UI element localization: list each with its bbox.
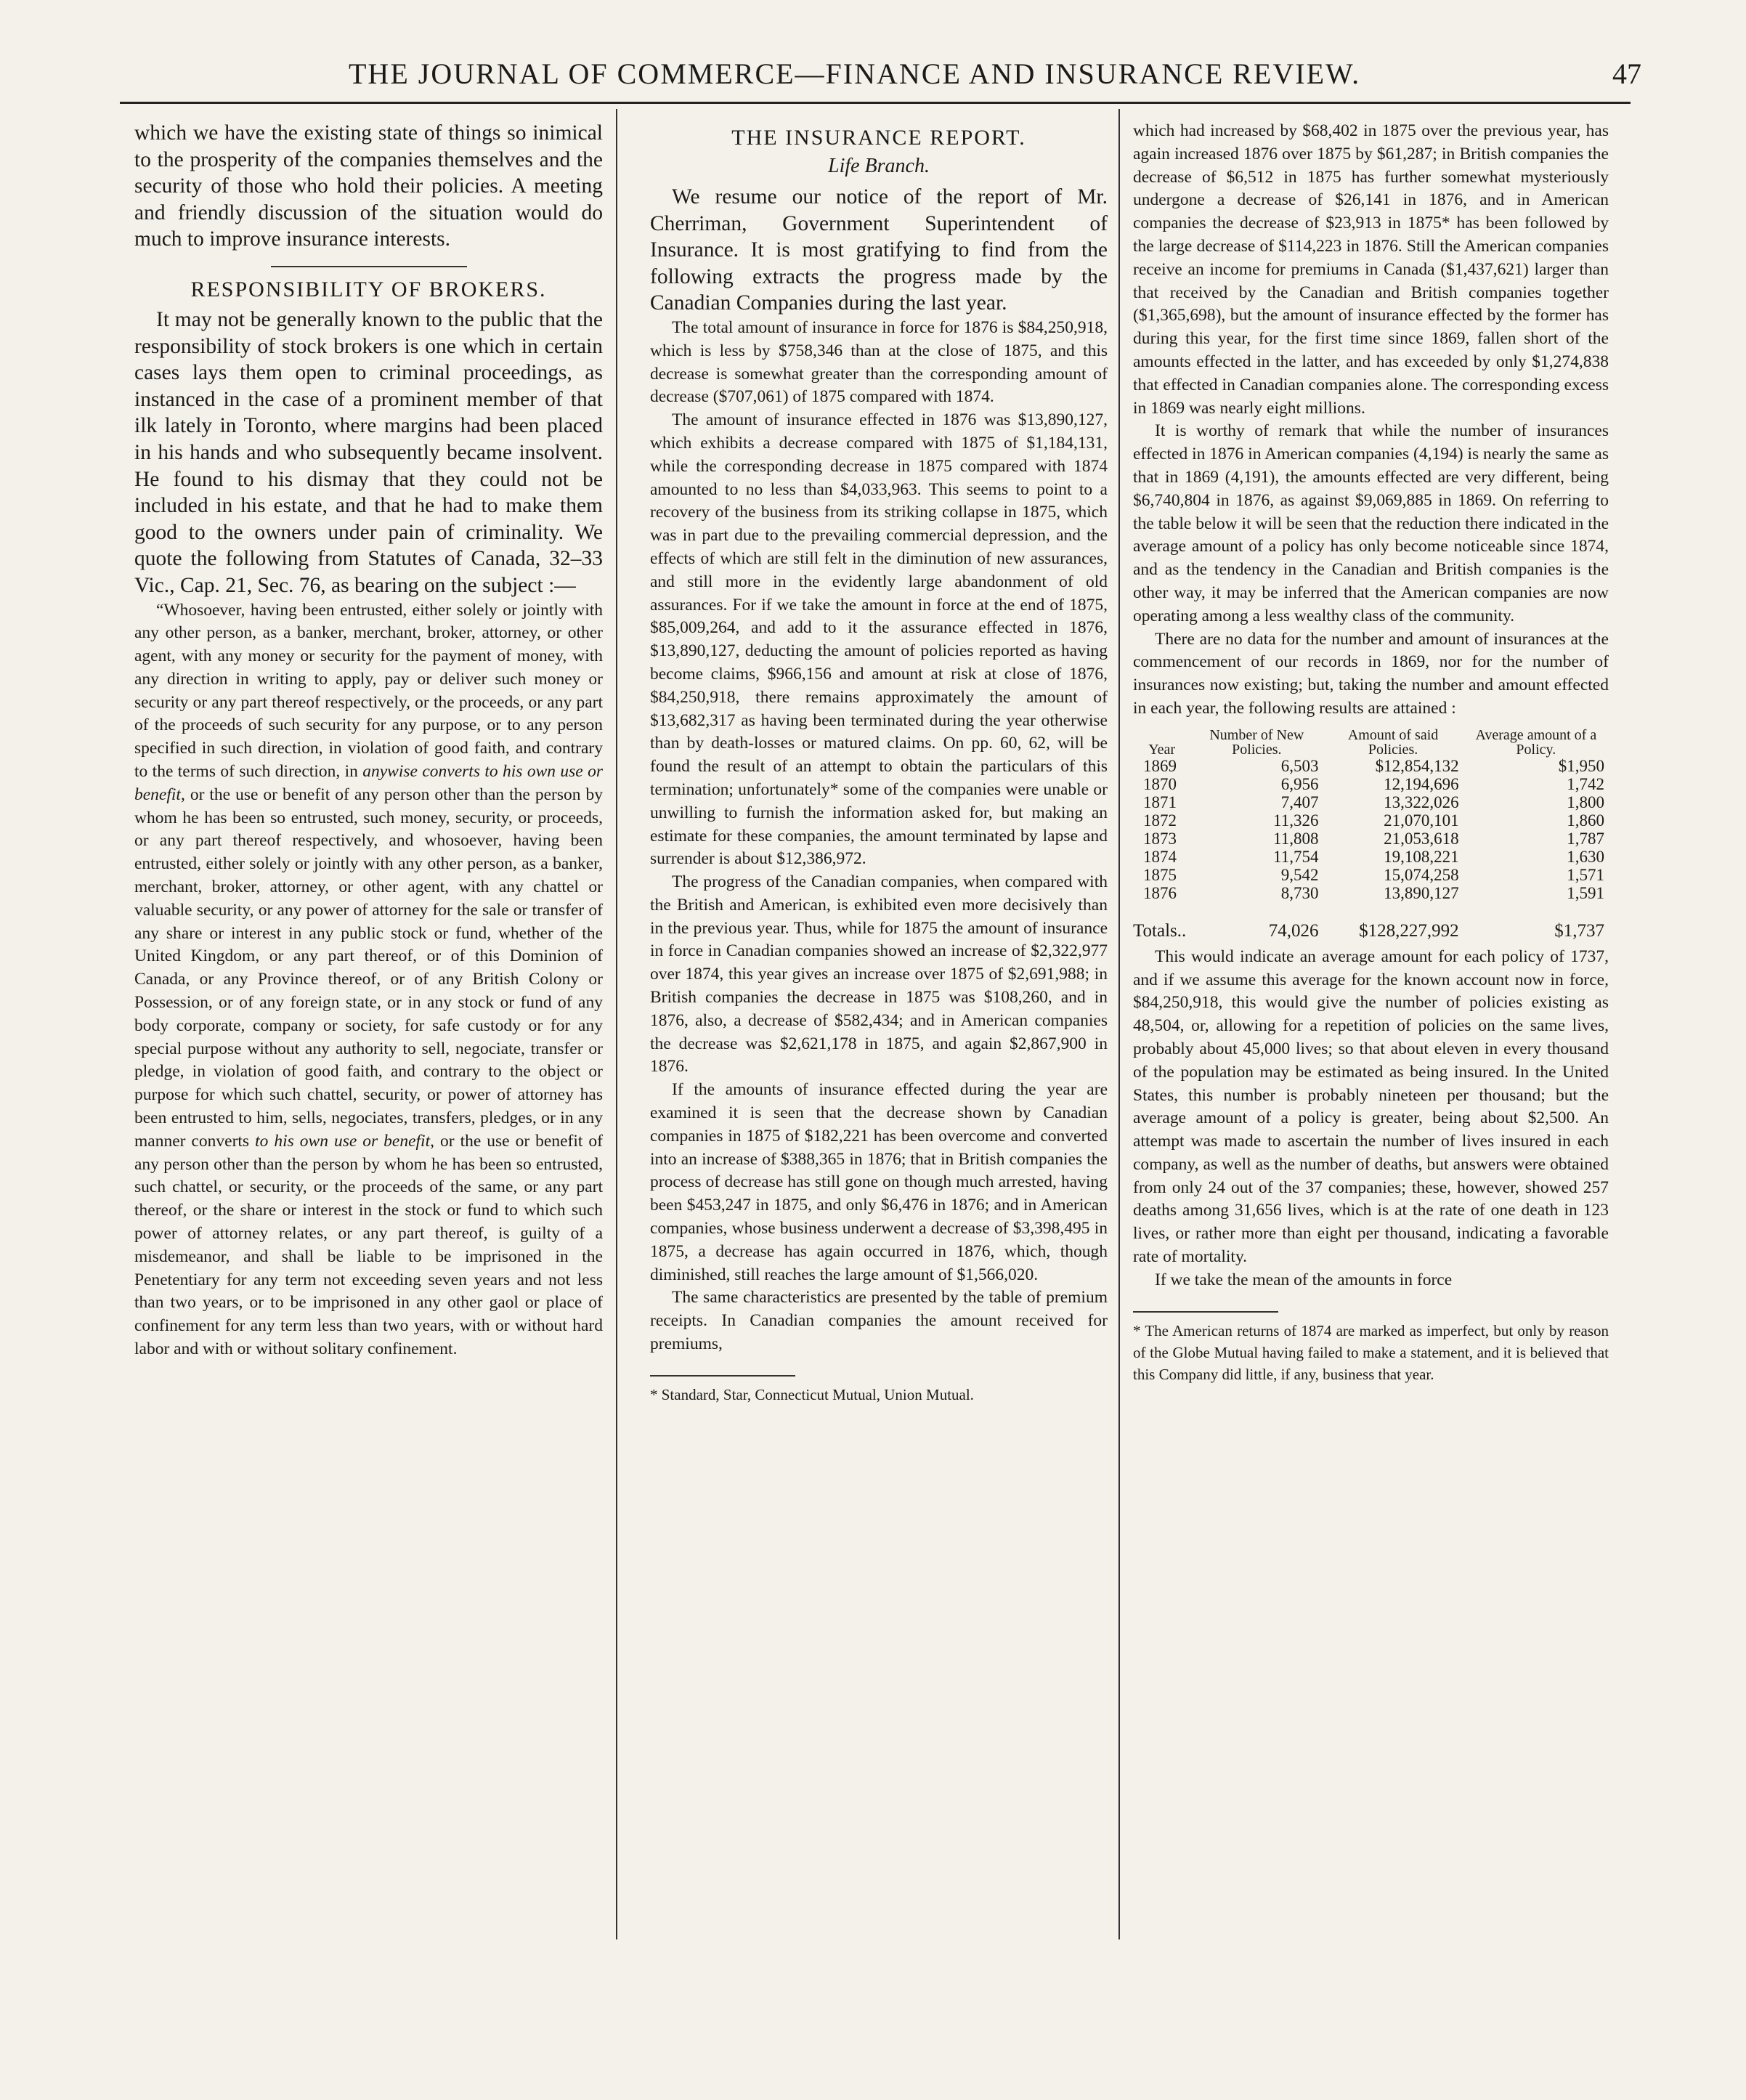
header-rule (120, 102, 1631, 104)
table-cell: 1,591 (1567, 883, 1604, 902)
table-cell: 1,571 (1567, 865, 1604, 884)
table-row (1133, 757, 1609, 775)
statute-quote (134, 599, 603, 1361)
table-cell: 19,108,221 (1384, 847, 1459, 866)
column-2 (650, 120, 1108, 1406)
table-cell: 74,026 (1268, 920, 1319, 941)
article-paragraph: The total amount of insurance in force for 1876 is $84,250,918, which is less by $758,346 than at the close of 1875, and this decrease is somewhat greater than the corresponding amount of decrease ($707,061) of 1875 compared with 1874. (650, 317, 1108, 407)
article-heading-brokers: RESPONSIBILITY OF BROKERS. (190, 277, 547, 301)
table-cell: $1,737 (1554, 920, 1604, 941)
table-header: Average amount of a Policy. (1475, 726, 1597, 758)
table-cell: 7,407 (1280, 792, 1319, 811)
table-cell: 12,194,696 (1384, 774, 1459, 793)
quote-text: “Whosoever, having been entrusted, either solely or jointly with any other person, as a banker, merchant, broker, attorney, or other agent, with any money or security for the payment of money, with any direction in writing to apply, pay or deliver such money or security or any part thereof respectively, or the proceeds, or any part of the proceeds of such security for any purpose, or to any person specified in such direction, in violation of good faith, and contrary to the terms of such direction, in (134, 600, 603, 782)
table-cell: 21,053,618 (1384, 829, 1459, 848)
table-cell: 11,754 (1273, 847, 1319, 866)
table-cell: 1870 (1143, 774, 1177, 793)
footnote-rule (1133, 1311, 1278, 1313)
footnote: * Standard, Star, Connecticut Mutual, Union Mutual. (650, 1385, 974, 1403)
article-subheading: Life Branch. (828, 155, 930, 177)
table-header: Year (1148, 741, 1176, 758)
table-cell: 8,730 (1280, 883, 1319, 902)
table-header: Amount of said Policies. (1347, 726, 1439, 758)
table-cell: $1,950 (1558, 756, 1604, 775)
article-paragraph: It is worthy of remark that while the number of insurances effected in 1876 in American companies (4,194) is nearly the same as that in 1869 (4,191), the amounts effected are very different, being $6,740,804 in 1876, as against $9,069,885 in 1869. On referring to the table below it will be seen that the reduction there indicated in the average amount of a policy has only become noticeable since 1874, and as the tendency in the Canadian and British companies is the other way, it may be inferred that the American companies are now operating among a less wealthy class of the community. (1133, 421, 1609, 625)
table-cell: Totals.. (1133, 920, 1187, 941)
policies-table (1133, 728, 1609, 941)
table-row (1133, 884, 1609, 902)
column-divider (1118, 109, 1120, 1939)
column-divider (616, 109, 617, 1939)
table-row (1133, 848, 1609, 866)
article-paragraph: This would indicate an average amount for each policy of 1737, and if we assume this average for the known account now in force, $84,250,918, this would give the number of policies existing as 48,504, or, allowing for a repetition of policies on the same lives, probably about 45,000 lives; so that about eleven in every thousand of the population may be estimated as being insured. In the United States, this number is probably nineteen per thousand; but the average amount of a policy is greater, being about $2,500. An attempt was made to ascertain the number of lives insured in each company, as well as the number of deaths, but answers were obtained from only 24 out of the 37 companies; these, however, showed 257 deaths among 31,656 lives, which is at the rate of one death in 123 lives, or rather more than eight per thousand, indicating a favorable rate of mortality. (1133, 946, 1609, 1267)
table-totals-row (1133, 902, 1609, 941)
article-paragraph: which had increased by $68,402 in 1875 over the previous year, has again increased 1876 over 1875 by $61,287; in British companies the decrease of $6,512 in 1875 has further somewhat mysteriously undergone a decrease of $26,141 in 1876, and in American companies the decrease of $23,913 in 1875* has been followed by the large decrease of $114,223 in 1876. Still the American companies receive an income for premiums in Canada ($1,437,621) larger than that received by the Canadian and British companies together ($1,365,698), but the amount of insurance effected by the former has during this year, for the first time since 1869, fallen short of the amounts effected in the latter, and has exceeded by only $1,274,838 that effected in Canadian companies alone. The corresponding excess in 1869 was nearly eight millions. (1133, 121, 1609, 418)
table-cell: 1,630 (1567, 847, 1604, 866)
quote-italic: anywise converts to his own use or benefit (134, 762, 603, 804)
column-1 (134, 120, 603, 1361)
table-header-row (1133, 728, 1609, 757)
table-header: Number of New Policies. (1209, 726, 1304, 758)
article-paragraph: The progress of the Canadian companies, when compared with the British and American, is exhibited even more decisively than in the previous year. Thus, while for 1875 the amount of insurance in force in Canadian companies showed an increase of $2,322,977 over 1874, this year gives an increase over 1875 of $2,691,988; in British companies the decrease in 1875 was $108,260, and in 1876, also, a decrease of $582,434; and in American companies the decrease was $2,621,178 in 1875, and again $2,867,900 in 1876. (650, 872, 1108, 1077)
table-row (1133, 793, 1609, 811)
footnote-rule (650, 1375, 795, 1377)
table-row (1133, 775, 1609, 793)
journal-title: THE JOURNAL OF COMMERCE—FINANCE AND INSURANCE REVIEW. (349, 57, 1361, 90)
article-paragraph: It may not be generally known to the public that the responsibility of stock brokers is one which in certain cases lays them open to criminal proceedings, as instanced in the case of a prominent member of that ilk lately in Toronto, where margins had been placed in his hands and who subsequently became insolvent. He found to his dismay that they could not be included in his estate, and that he had to make them good to the owners under pain of criminality. We quote the following from Statutes of Canada, 32–33 Vic., Cap. 21, Sec. 76, as bearing on the subject :— (134, 307, 603, 597)
table-cell: 1,800 (1567, 792, 1604, 811)
table-cell: 1876 (1143, 883, 1177, 902)
table-cell: 1869 (1143, 756, 1177, 775)
article-paragraph: We resume our notice of the report of Mr. Cherriman, Government Superintendent of Insurance. It is most gratifying to find from the following extracts the progress made by the Canadian Companies during the last year. (650, 185, 1108, 315)
article-paragraph: If the amounts of insurance effected during the year are examined it is seen that the decrease shown by Canadian companies in 1875 of $182,221 has been overcome and converted into an increase of $388,365 in 1876; that in British companies the process of decrease has still gone on though much arrested, having been $453,247 in 1875, and only $6,476 in 1876; and in American companies, whose business underwent a decrease of $3,398,495 in 1875, a decrease has again occurred in 1876, which, though diminished, still reaches the large amount of $1,566,020. (650, 1080, 1108, 1284)
article-heading-insurance-report: THE INSURANCE REPORT. (731, 126, 1026, 150)
section-rule (271, 266, 467, 267)
article-paragraph: The same characteristics are presented by the table of premium receipts. In Canadian companies the amount received for premiums, (650, 1288, 1108, 1354)
table-cell: 13,322,026 (1384, 792, 1459, 811)
article-paragraph: If we take the mean of the amounts in force (1155, 1270, 1453, 1289)
table-cell: 1873 (1143, 829, 1177, 848)
table-row (1133, 830, 1609, 848)
table-cell: 1871 (1143, 792, 1177, 811)
page-header (167, 51, 1649, 102)
continued-paragraph: which we have the existing state of things so inimical to the prosperity of the companies themselves and the security of those who hold their policies. A meeting and friendly discussion of the situation would do much to improve insurance interests. (134, 121, 603, 251)
table-cell: $128,227,992 (1359, 920, 1459, 941)
article-paragraph: The amount of insurance effected in 1876 was $13,890,127, which exhibits a decrease compared with 1875 of $1,184,131, while the corresponding decrease in 1875 compared with 1874 amounted to no less than $4,033,963. This seems to point to a recovery of the business from its striking collapse in 1875, which was in part due to the prevailing commercial depression, and the effects of which are still felt in the diminution of new assurances, and still more in the evidently large abandonment of old assurances. For if we take the amount in force at the end of 1875, $85,009,264, and add to it the assurance effected in 1876, $13,890,127, deducting the amount of policies reported as having become claims, $966,156 and amount at risk at close of 1876, $84,250,918, there remains approximately the amount of $13,682,317 as having been terminated during the year otherwise than by death-losses or matured claims. On pp. 60, 62, will be found the result of an attempt to obtain the particulars of this termination; unfortunately* some of the companies were unable or unwilling to furnish the information asked for, but making an estimate for these companies, the amount terminated by lapse and surrender is about $12,386,972. (650, 410, 1108, 869)
footnote: * The American returns of 1874 are marked as imperfect, but only by reason of the Globe Mutual having failed to make a statement, and it is believed that this Company did little, if any, business that year. (1133, 1321, 1609, 1383)
table-cell: $12,854,132 (1375, 756, 1459, 775)
quote-text: , or the use or benefit of any person other than the person by whom he has been so entrusted, such money, security, or proceeds, or any part thereof respectively, and whosoever, having been entrusted, either solely or jointly with any other person, as a banker, merchant, broker, attorney, or other agent, with any chattel or valuable security, or any power of attorney for the sale or transfer of any share or interest in any public stock or fund, whether of the United Kingdom, or any part thereof, or of this Dominion of Canada, or any Province thereof, or of any British Colony or Possession, or of any foreign state, or in any stock or fund of any body corporate, company or society, for safe custody or for any special purpose without any authority to sell, negociate, transfer or pledge, in violation of good faith, and contrary to the object or purpose for which such chattel, security, or power of attorney has been entrusted to him, sells, negociates, transfers, pledges, or in any manner converts (134, 785, 603, 1151)
table-cell: 21,070,101 (1384, 811, 1459, 830)
table-cell: 9,542 (1280, 865, 1319, 884)
table-cell: 11,326 (1273, 811, 1319, 830)
page-number: 47 (1612, 57, 1641, 90)
quote-text: , or the use or benefit of any person other than the person by whom he has been so entrusted, such chattel, or security, or the proceeds of the same, or any part thereof, or the share or interest in the stock or fund to which such power of attorney relates, or any part thereof, is guilty of a misdemeanor, and shall be liable to be imprisoned in the Penetentiary for any term not exceeding seven years and not less than two years, or to be imprisoned in any other gaol or place of confinement for any term less than two years, with or without hard labor and with or without solitary confinement. (134, 1131, 603, 1358)
table-cell: 1874 (1143, 847, 1177, 866)
column-3 (1133, 120, 1609, 1385)
table-cell: 1,860 (1567, 811, 1604, 830)
table-cell: 1,742 (1567, 774, 1604, 793)
article-paragraph: There are no data for the number and amount of insurances at the commencement of our records in 1869, nor for the number of insurances now existing; but, taking the number and amount effected in each year, the following results are attained : (1133, 629, 1609, 718)
table-cell: 6,956 (1280, 774, 1319, 793)
table-cell: 6,503 (1280, 756, 1319, 775)
table-cell: 11,808 (1273, 829, 1319, 848)
table-cell: 15,074,258 (1384, 865, 1459, 884)
quote-italic: to his own use or benefit (255, 1131, 431, 1151)
table-cell: 1875 (1143, 865, 1177, 884)
table-cell: 1,787 (1567, 829, 1604, 848)
table-cell: 13,890,127 (1384, 883, 1459, 902)
table-row (1133, 811, 1609, 830)
table-cell: 1872 (1143, 811, 1177, 830)
table-row (1133, 866, 1609, 884)
